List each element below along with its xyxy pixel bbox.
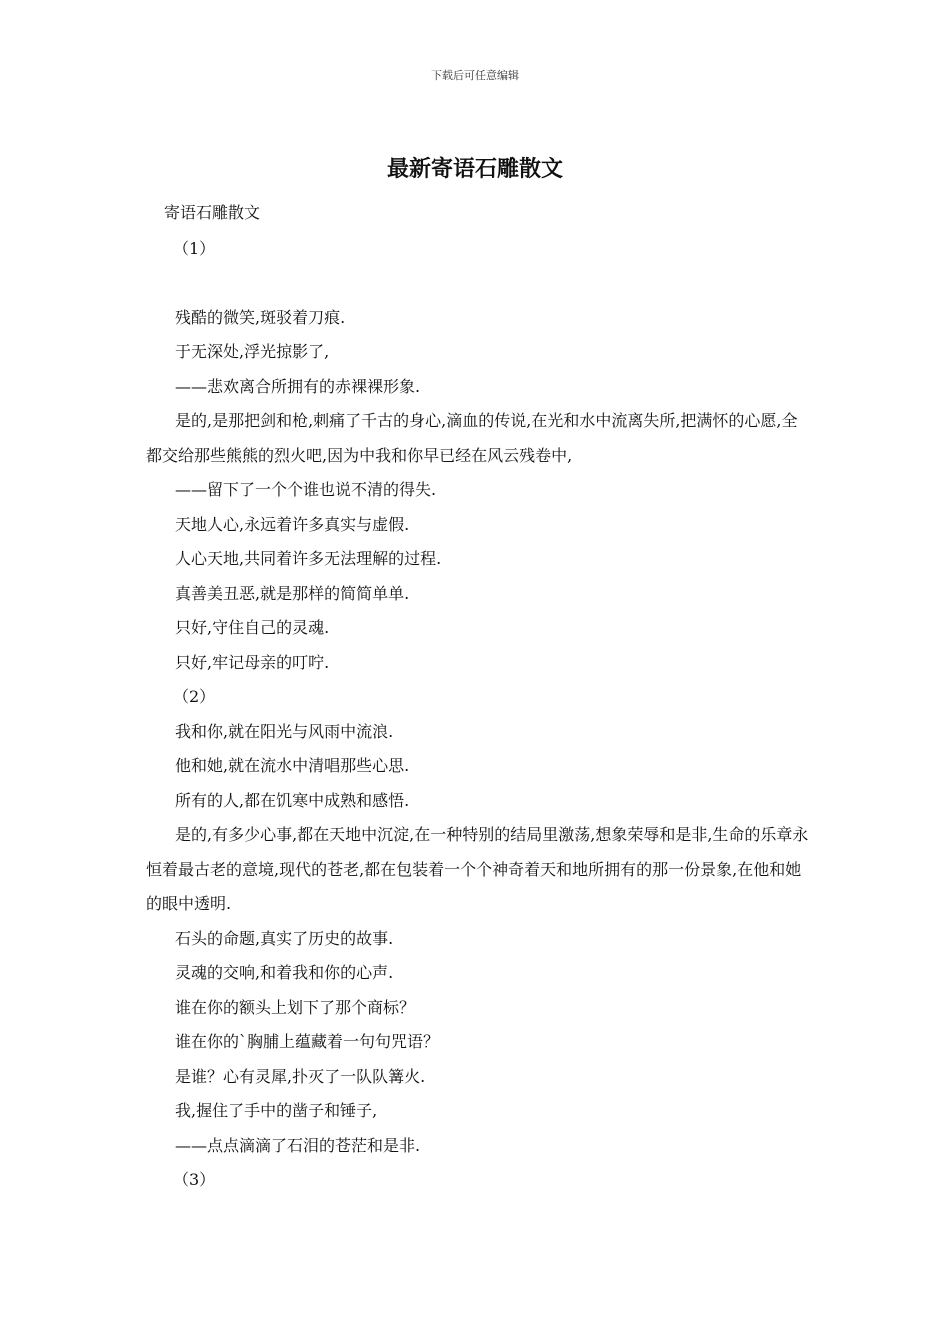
section-label-1: （1） [173,239,216,258]
paragraph: 是的,是那把剑和枪,刺痛了千古的身心,滴血的传说,在光和水中流离失所,把满怀的心愿,全都交给那些熊熊的烈火吧,因为中我和你早已经在风云残卷中, [146,411,798,465]
document-subtitle: 寄语石雕散文 [164,203,261,222]
paragraph: 他和她,就在流水中清唱那些心思. [175,756,410,775]
paragraph: 真善美丑恶,就是那样的简简单单. [175,583,410,603]
section-label-2: （2） [173,687,216,706]
paragraph: 灵魂的交响,和着我和你的心声. [175,963,394,982]
paragraph: ——留下了一个个谁也说不清的得失. [175,480,437,499]
section-label-3: （3） [173,1170,216,1189]
paragraph: 所有的人,都在饥寒中成熟和感悟. [175,790,410,810]
page-header-note: 下载后可任意编辑 [431,69,519,82]
paragraph: ——点点滴滴了石泪的苍茫和是非. [175,1135,421,1155]
paragraph: 是谁？心有灵犀,扑灭了一队队篝火. [175,1066,426,1086]
paragraph: 石头的命题,真实了历史的故事. [175,928,394,948]
paragraph: 是的,有多少心事,都在天地中沉淀,在一种特别的结局里激荡,想象荣辱和是非,生命的乐章永恒着最古老的意境,现代的苍老,都在包装着一个个神奇着天和地所拥有的那一份景象,在他和她的眼中透明. [146,825,809,913]
paragraph: 只好,牢记母亲的叮咛. [175,652,330,672]
paragraph: 只好,守住自己的灵魂. [175,618,330,637]
paragraph: 谁在你的`胸脯上蕴藏着一句句咒语？ [175,1032,440,1051]
paragraph: 人心天地,共同着许多无法理解的过程. [175,549,442,568]
paragraph: ——悲欢离合所拥有的赤裸裸形象. [175,376,421,396]
blank-line [146,267,811,301]
paragraph: 谁在你的额头上划下了那个商标？ [175,997,416,1017]
paragraph: 于无深处,浮光掠影了, [175,342,330,361]
document-title: 最新寄语石雕散文 [386,157,563,182]
paragraph: 我,握住了手中的凿子和锤子, [175,1101,378,1120]
paragraph: 残酷的微笑,斑驳着刀痕. [175,307,346,327]
paragraph: 我和你,就在阳光与风雨中流浪. [175,721,394,741]
paragraph: 天地人心,永远着许多真实与虚假. [175,514,410,534]
document-body [146,232,811,1198]
